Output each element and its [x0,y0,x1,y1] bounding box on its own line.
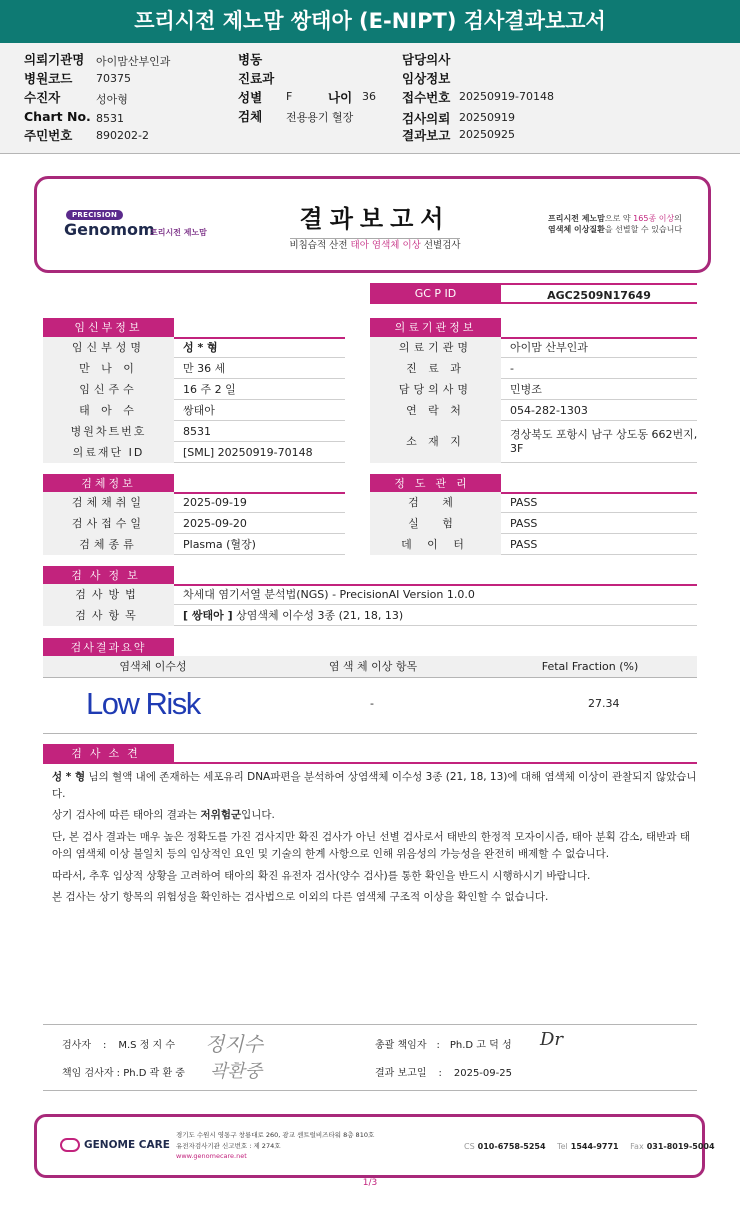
table-row [43,379,345,400]
section-label-test: 검사정보 [43,566,174,586]
report-subtitle-pre: 비침습적 산전 [289,240,351,251]
row-value: 민병조 [510,383,542,396]
report-subtitle-highlight: 태아 염색체 이상 [350,240,421,251]
page-number: 1/3 [362,1178,378,1188]
section-label-summary: 검사결과요약 [43,638,174,658]
result-low-risk: Low Risk [86,686,200,721]
info-value: 36 [362,90,376,103]
opinion-paragraph-4: 따라서, 추후 임상적 상황을 고려하여 태아의 확진 유전자 검사(양수 검사)를 통한 확인을 반드시 시행하시기 바랍니다. [52,870,591,882]
colon: : [438,1068,442,1079]
row-key: 의료재단 ID [43,442,174,463]
row-key: 태 아 수 [43,400,174,421]
fax-number: 031-8019-5004 [646,1142,715,1151]
table-row [43,534,345,555]
info-key: 접수번호 [402,90,451,105]
row-key: 소 재 지 [370,421,501,463]
report-title: 결과보고서 [290,199,460,239]
info-key: 병동 [238,52,263,67]
genome-care-logo [60,1138,170,1152]
report-title-bar: 프리시전 제노맘 쌍태아 (E-NIPT) 검사결과보고서 [0,0,740,43]
info-key: 수진자 [24,90,61,105]
genome-care-name: GENOME CARE [84,1139,170,1151]
chief-tester-signature: 곽환중 [210,1061,263,1082]
logo-sub-text: 프리시전 제노맘 [150,228,207,237]
row-value: 쌍태아 [183,404,215,417]
table-row [43,442,345,463]
summary-col-aneuploidy: 염색체 이수성 [43,656,263,677]
info-value: 20250919-70148 [459,90,554,103]
info-value: 성아형 [96,93,128,106]
row-key: 연 락 처 [370,400,501,421]
info-key: 나이 [328,90,353,105]
row-value: 2025-09-19 [183,496,247,509]
info-value: 70375 [96,72,131,85]
row-value [183,605,403,626]
opinion-patient-name: 성 * 형 [52,771,86,783]
row-key: 담당의사명 [370,379,501,400]
row-value: [SML] 20250919-70148 [183,446,313,459]
report-subtitle-post: 선별검사 [420,240,461,251]
tagline-text: 의 [674,214,682,223]
test-item-bold: [ 쌍태아 ] [183,609,233,622]
gcpid-value: AGC2509N17649 [501,283,697,304]
row-value: PASS [510,517,538,530]
tester-signature: 정지수 [205,1032,263,1056]
summary-col-ff: Fetal Fraction (%) [483,656,697,677]
info-value: 아이맘산부인과 [96,55,171,68]
row-value: 아이맘 산부인과 [510,341,588,354]
info-key: 검사의뢰 [402,111,451,126]
tester-value: M.S 정 지 수 [118,1040,176,1051]
info-key: 진료과 [238,71,275,86]
info-key: 병원코드 [24,71,73,86]
opinion-risk-group: 저위험군 [200,809,242,821]
row-value: 054-282-1303 [510,404,588,417]
director-value: Ph.D 고 덕 성 [449,1040,512,1051]
tagline-text: 을 선별할 수 있습니다 [604,225,683,234]
info-key: 성별 [238,90,263,105]
info-value: 20250919 [459,111,515,124]
summary-col-abnormal: 염 색 체 이상 항목 [263,656,483,677]
section-label-qc: 정도관리 [370,474,501,494]
opinion-text: 상기 검사에 따른 태아의 결과는 [52,809,201,821]
tagline-brand: 프리시전 제노맘 [548,214,605,223]
report-date-key: 결과 보고일 [375,1068,427,1079]
tagline-disease: 염색체 이상질환 [548,225,605,234]
info-value: 890202-2 [96,129,149,142]
info-value: 전용용기 혈장 [286,111,354,124]
section-label-specimen: 검체정보 [43,474,174,494]
table-row [43,400,345,421]
opinion-text: 님의 혈액 내에 존재하는 세포유리 DNA파편을 분석하여 상염색체 이수성 3종 (21, 18, 13)에 대해 염색체 이상이 관찰되지 않았습니다. [52,771,697,800]
summary-ff-value: 27.34 [588,697,620,710]
row-key: 검사접수일 [43,513,174,534]
colon: : [102,1040,107,1051]
row-value: Plasma (혈장) [183,538,256,551]
address-line-2: 3F [510,442,524,455]
logo-precision-badge: PRECISION [66,210,123,220]
row-key: 임신부성명 [43,337,174,358]
info-key: 검체 [238,109,263,124]
footer-address-line: 경기도 수원시 영통구 창룡대로 260, 광교 센트럴비즈타워 8층 810호 [176,1131,375,1139]
section-label-opinion: 검사소견 [43,744,174,764]
row-value [510,428,697,456]
table-row [43,605,697,626]
tester-label [62,1036,175,1051]
info-key: 주민번호 [24,128,73,143]
row-key: 검사항목 [43,605,174,626]
address-line-1: 경상북도 포항시 남구 상도동 662번지, [510,428,698,441]
row-key: 검 체 [370,492,501,513]
report-date-value: 2025-09-25 [453,1068,512,1079]
footer-license-line: 유전자검사기관 신고번호 : 제 274호 [176,1141,281,1150]
divider [43,733,697,734]
info-key: 결과보고 [402,128,451,143]
row-value: 만 36 세 [183,362,226,375]
tester-key: 검사자 [62,1040,91,1051]
table-row [370,492,697,513]
opinion-text: 입니다. [241,809,275,821]
info-key: 임상정보 [402,71,451,86]
fax-label: Fax [630,1142,644,1151]
opinion-paragraph-2 [52,807,697,824]
tel-number: 1544-9771 [570,1142,619,1151]
row-key: 검사방법 [43,584,174,605]
row-key: 병원차트번호 [43,421,174,442]
director-key: 총괄 책임자 [375,1040,427,1051]
footer-contact [455,1142,715,1151]
report-subtitle [280,237,470,251]
row-key: 데 이 터 [370,534,501,555]
row-value: - [510,362,514,375]
table-row [370,379,697,400]
table-row [43,492,345,513]
info-key: Chart No. [24,109,91,124]
row-value: 16 주 2 일 [183,383,236,396]
tel-label: Tel [557,1142,568,1151]
tagline-count: 165종 이상 [633,214,675,223]
row-key: 진 료 과 [370,358,501,379]
row-key: 검체종류 [43,534,174,555]
row-key: 임신주수 [43,379,174,400]
section-label-pregnant: 임신부정보 [43,318,174,338]
table-row [43,584,697,605]
info-value: F [286,90,293,103]
table-row [370,421,697,463]
table-row [43,358,345,379]
chief-tester-label: 책임 검사자 : Ph.D 곽 환 중 [62,1068,185,1079]
footer-address [176,1130,374,1162]
table-row [370,337,697,358]
director-signature: Dr [540,1029,564,1050]
table-row [43,513,345,534]
info-key: 담당의사 [402,52,451,67]
divider [43,1024,697,1025]
row-value: 8531 [183,425,211,438]
row-value: 차세대 염기서열 분석법(NGS) - PrecisionAI Version 1.0.0 [183,588,475,601]
section-line [43,762,697,764]
report-date-label [375,1064,512,1079]
divider [43,677,697,678]
colon: : [436,1040,440,1051]
gcpid-label: GC P ID [370,283,501,304]
section-label-institution: 의료기관정보 [370,318,501,338]
opinion-paragraph-3: 단, 본 검사 결과는 매우 높은 정확도를 가진 검사지만 확진 검사가 아닌 선별 검사로서 태반의 한정적 모자이시즘, 태아 분획 감소, 태반과 태아의 염색체 이상 불일치 등의 임상적인 요인 및 기술의 한계 사항으로 인해 위음성의 가능성을 완전히 배제할 수 없습니다. [52,831,690,860]
footer-url[interactable]: www.genomecare.net [176,1152,247,1160]
table-row [370,534,697,555]
cs-label: CS [464,1142,475,1151]
divider [43,1090,697,1091]
info-value: 20250925 [459,128,515,141]
logo-genomom-text: Genomom [64,220,155,239]
table-row [43,421,345,442]
table-row [370,400,697,421]
table-row [43,337,345,358]
info-value: 8531 [96,112,124,125]
opinion-paragraph-5: 본 검사는 상기 항목의 위험성을 확인하는 검사법으로 이외의 다른 염색체 구조적 이상을 확인할 수 없습니다. [52,891,549,903]
summary-abnormal-value: - [370,697,374,710]
info-key: 의뢰기관명 [24,52,85,67]
test-item-text: 상염색체 이수성 3종 (21, 18, 13) [232,609,404,622]
opinion-paragraph-1 [52,769,697,803]
row-value: PASS [510,538,538,551]
row-key: 만 나 이 [43,358,174,379]
table-row [370,358,697,379]
row-value: PASS [510,496,538,509]
director-label [375,1036,512,1051]
tagline-text: 으로 약 [604,214,634,223]
row-value: 2025-09-20 [183,517,247,530]
table-row [370,513,697,534]
row-key: 검체채취일 [43,492,174,513]
genome-care-mark-icon [60,1138,80,1152]
cs-number: 010-6758-5254 [477,1142,546,1151]
header-tagline [548,213,682,235]
row-value: 성 * 형 [183,341,218,354]
row-key: 의료기관명 [370,337,501,358]
row-key: 실 험 [370,513,501,534]
